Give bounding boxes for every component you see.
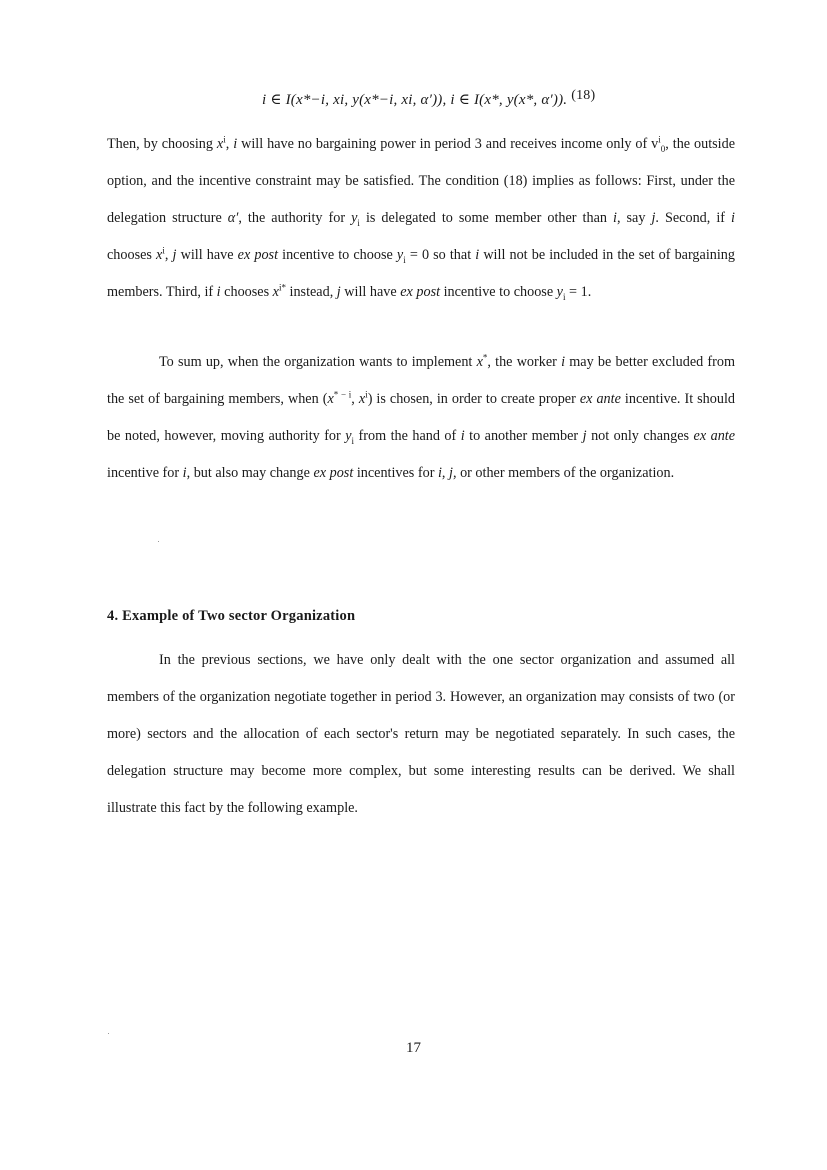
math-var: i [460,428,465,444]
text-run: , [164,247,173,263]
paragraph-1 [107,126,735,311]
text-run: is delegated to some member other than [359,210,613,226]
emphasis: ex ante [579,391,621,407]
math-var: i [182,465,187,481]
text-run: , but also may change [186,465,314,481]
math-var: y [396,247,404,263]
subscript: i [357,217,360,228]
text-run: will have no bargaining power in period 3 and receives income only of v [237,136,659,152]
text-run: , [441,465,450,481]
emphasis: ex post [313,465,354,481]
text-run: not only changes [586,428,694,444]
math-var: y [351,210,358,226]
math-var: x [156,247,163,263]
text-run: , say [616,210,652,226]
math-var: i [475,247,480,263]
section-heading: 4. Example of Two sector Organization [107,608,356,624]
math-var: x [216,136,224,152]
math-var: j [336,284,341,300]
text-run: ) is chosen, in order to create proper [367,391,580,407]
text-run: , the authority for [238,210,352,226]
scan-speck [108,1033,109,1034]
math-var: x [476,354,483,370]
math-var: i [731,210,735,226]
superscript: * − i [333,389,352,400]
emphasis: ex post [400,284,441,300]
text-run: chooses [107,247,157,263]
text-run: , the worker [487,354,562,370]
superscript: i [365,389,368,400]
subscript: 0 [660,143,666,154]
emphasis: ex ante [693,428,736,444]
superscript: i [658,134,661,145]
text-run: . Second, if [655,210,732,226]
superscript: * [482,352,488,363]
math-var: y [556,284,563,300]
equation-18 [262,90,595,109]
text-run: incentive for [107,465,183,481]
text-run: chooses [220,284,273,300]
text-run: incentive. It should be noted, however, moving authority for [107,391,735,444]
text-run: will have [340,284,401,300]
math-var: i [561,354,566,370]
text-run: will have [176,247,238,263]
superscript: i [162,245,165,256]
subscript: i [351,435,355,446]
text-run: , [225,136,234,152]
math-var: i [437,465,442,481]
text-run: incentive to choose [278,247,397,263]
text-run: will not be included in the set of bargaining members. Third, if [107,247,735,300]
math-var: x [358,391,366,407]
text-run: from the hand of [354,428,461,444]
equation-body: i ∈ I(x*−i, xi, y(x*−i, xi, α′)), i ∈ I(x*, y(x*, α′)). [262,92,568,108]
page-number: 17 [406,1040,421,1056]
text-run: , or other members of the organization. [452,465,675,481]
superscript: i [223,134,226,145]
text-run: To sum up, when the organization wants to implement [159,354,477,370]
math-var: j [449,465,453,481]
text-run: instead, [285,284,337,300]
superscript: i* [278,282,286,293]
text-run: , the outside option, and the incentive constraint may be satisfied. The condition (18) implies as follows: First, under the delegation structure [107,136,735,226]
emphasis: ex post [237,247,279,263]
math-var: j [172,247,177,263]
paragraph-3: In the previous sections, we have only dealt with the one sector organization and assumed all members of the organization negotiate together in period 3. However, an organization may consists of two (or more) sectors and the allocation of each sector's return may be negotiated separately. In such cases, the delegation structure may become more complex, but some interesting results can be derived. We shall illustrate this fact by the following example. [107,652,735,816]
math-var: j [651,210,656,226]
math-var: i [613,210,617,226]
text-run: incentive to choose [440,284,557,300]
math-var: y [345,428,352,444]
text-run: to another member [464,428,583,444]
text-run: may be better excluded from the set of bargaining members, when ( [107,354,735,407]
math-var: x [327,391,334,407]
math-var: α′ [227,210,239,226]
math-var: i [233,136,238,152]
text-run: incentives for [353,465,438,481]
math-var: j [582,428,587,444]
text-run: = 1. [565,284,592,300]
text-run: , [351,391,359,407]
paragraph-2 [107,344,735,492]
math-var: x [272,284,279,300]
subscript: i [403,254,406,265]
scan-speck [158,541,159,542]
text-run: = 0 so that [405,247,476,263]
subscript: i [562,291,566,302]
math-var: i [216,284,221,300]
equation-number: (18) [571,88,596,103]
text-run: Then, by choosing [107,136,217,152]
